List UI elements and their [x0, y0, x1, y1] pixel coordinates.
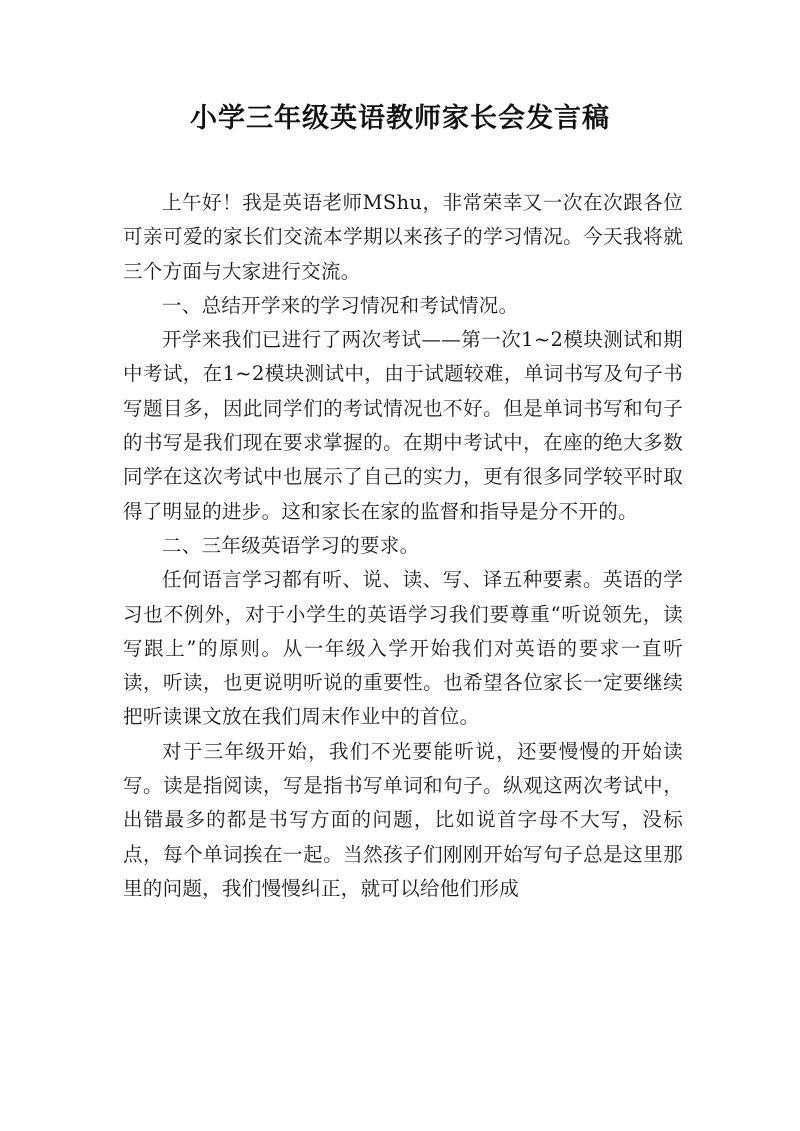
section-heading-2: 二、三年级英语学习的要求。	[162, 533, 420, 557]
document-body	[123, 186, 683, 906]
paragraph-greeting: 上午好！我是英语老师MShu，非常荣幸又一次在次跟各位可亲可爱的家长们交流本学期以来孩子的学习情况。今天我将就三个方面与大家进行交流。	[123, 191, 683, 283]
paragraph-exam-summary: 开学来我们已进行了两次考试——第一次1~2模块测试和期中考试，在1~2模块测试中，由于试题较难，单词书写及句子书写题目多，因此同学们的考试情况也不好。但是单词书写和句子的书写是我们现在要求掌握的。在期中考试中，在座的绝大多数同学在这次考试中也展示了自己的实力，更有很多同学较平时取得了明显的进步。这和家长在家的监督和指导是分不开的。	[123, 328, 683, 523]
paragraph-reading-writing: 对于三年级开始，我们不光要能听说，还要慢慢的开始读写。读是指阅读，写是指书写单词和句子。纵观这两次考试中，出错最多的都是书写方面的问题，比如说首字母不大写，没标点，每个单词挨在一起。当然孩子们刚刚开始写句子总是这里那里的问题，我们慢慢纠正，就可以给他们形成	[123, 739, 683, 900]
section-heading-1: 一、总结开学来的学习情况和考试情况。	[162, 293, 519, 317]
paragraph-language-elements: 任何语言学习都有听、说、读、写、译五种要素。英语的学习也不例外，对于小学生的英语学习我们要尊重“听说领先，读写跟上”的原则。从一年级入学开始我们对英语的要求一直听读，听读，也更说明听说的重要性。也希望各位家长一定要继续把听读课文放在我们周末作业中的首位。	[123, 568, 683, 729]
document-title: 小学三年级英语教师家长会发言稿	[190, 103, 610, 134]
